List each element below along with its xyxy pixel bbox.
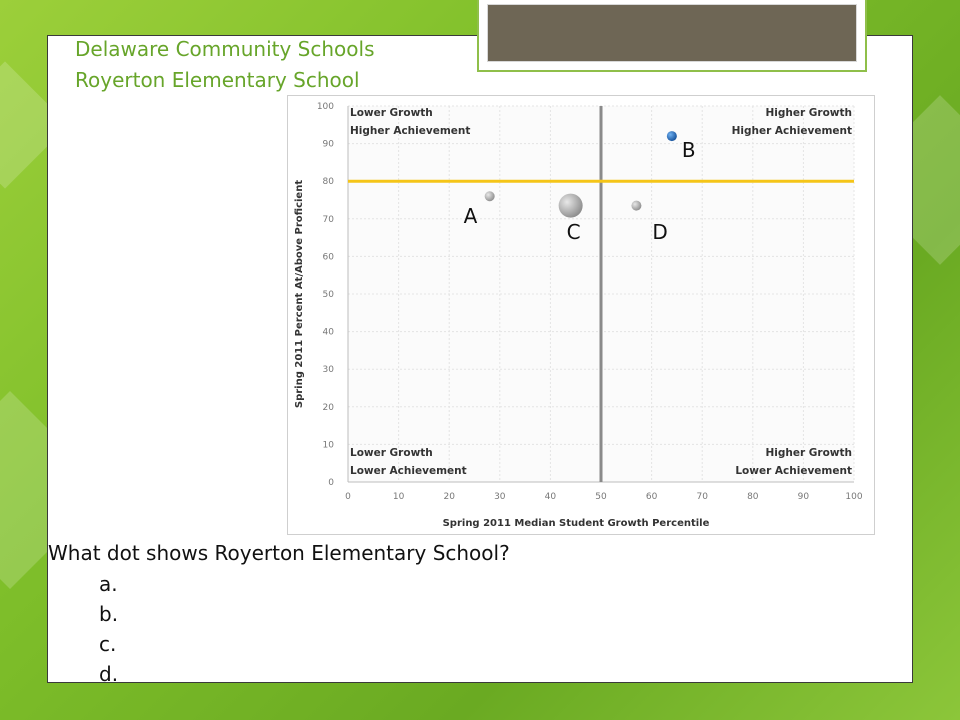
quadrant-label-line1: Lower Growth xyxy=(350,107,433,119)
x-tick-label: 20 xyxy=(443,492,455,502)
y-tick-label: 50 xyxy=(322,290,334,300)
point-label-c: C xyxy=(566,219,581,244)
title-line-1: Delaware Community Schools xyxy=(75,37,375,61)
title-line-2: Royerton Elementary School xyxy=(75,68,360,92)
y-tick-label: 80 xyxy=(322,177,334,188)
y-tick-label: 90 xyxy=(322,139,334,150)
y-tick-label: 60 xyxy=(322,252,334,263)
x-axis-label: Spring 2011 Median Student Growth Percentile xyxy=(442,518,710,529)
answer-option-b[interactable]: b. xyxy=(99,602,119,626)
x-tick-label: 40 xyxy=(544,492,557,502)
data-point-c xyxy=(559,194,583,218)
scatter-chart xyxy=(288,96,874,534)
y-tick-label: 70 xyxy=(322,214,334,225)
x-tick-label: 90 xyxy=(797,492,810,502)
quadrant-label-line2: Lower Achievement xyxy=(735,465,852,477)
answer-option-d[interactable]: d. xyxy=(99,662,119,686)
quadrant-label-line1: Lower Growth xyxy=(350,447,433,459)
x-tick-label: 50 xyxy=(595,492,607,502)
quadrant-label-line2: Higher Achievement xyxy=(731,125,852,137)
y-tick-label: 40 xyxy=(322,327,334,338)
y-tick-label: 20 xyxy=(322,402,334,413)
x-tick-label: 0 xyxy=(345,492,351,502)
x-tick-label: 60 xyxy=(645,492,658,502)
y-axis-label: Spring 2011 Percent At/Above Proficient xyxy=(294,179,305,409)
data-point-d xyxy=(631,201,641,211)
header-tab xyxy=(477,0,867,72)
y-tick-label: 10 xyxy=(322,440,334,451)
y-tick-label: 100 xyxy=(316,102,334,112)
x-tick-label: 80 xyxy=(747,492,759,502)
x-tick-label: 30 xyxy=(494,492,506,502)
quadrant-label-line2: Lower Achievement xyxy=(350,465,467,477)
chart-frame xyxy=(287,95,875,535)
quadrant-label-line1: Higher Growth xyxy=(765,447,852,459)
answer-option-a[interactable]: a. xyxy=(99,572,118,596)
quadrant-label-line2: Higher Achievement xyxy=(350,125,471,137)
y-tick-label: 0 xyxy=(328,478,334,488)
data-point-b xyxy=(667,131,677,141)
header-tab-panel xyxy=(487,4,857,62)
y-tick-label: 30 xyxy=(322,365,334,376)
question-text: What dot shows Royerton Elementary School? xyxy=(48,541,510,565)
data-point-a xyxy=(485,191,495,201)
point-label-a: A xyxy=(463,204,478,229)
point-label-d: D xyxy=(652,219,668,244)
x-tick-label: 70 xyxy=(696,492,708,502)
x-tick-label: 100 xyxy=(845,492,863,502)
quadrant-label-line1: Higher Growth xyxy=(765,107,852,119)
x-tick-label: 10 xyxy=(392,492,405,502)
point-label-b: B xyxy=(681,138,696,163)
answer-option-c[interactable]: c. xyxy=(99,632,117,656)
